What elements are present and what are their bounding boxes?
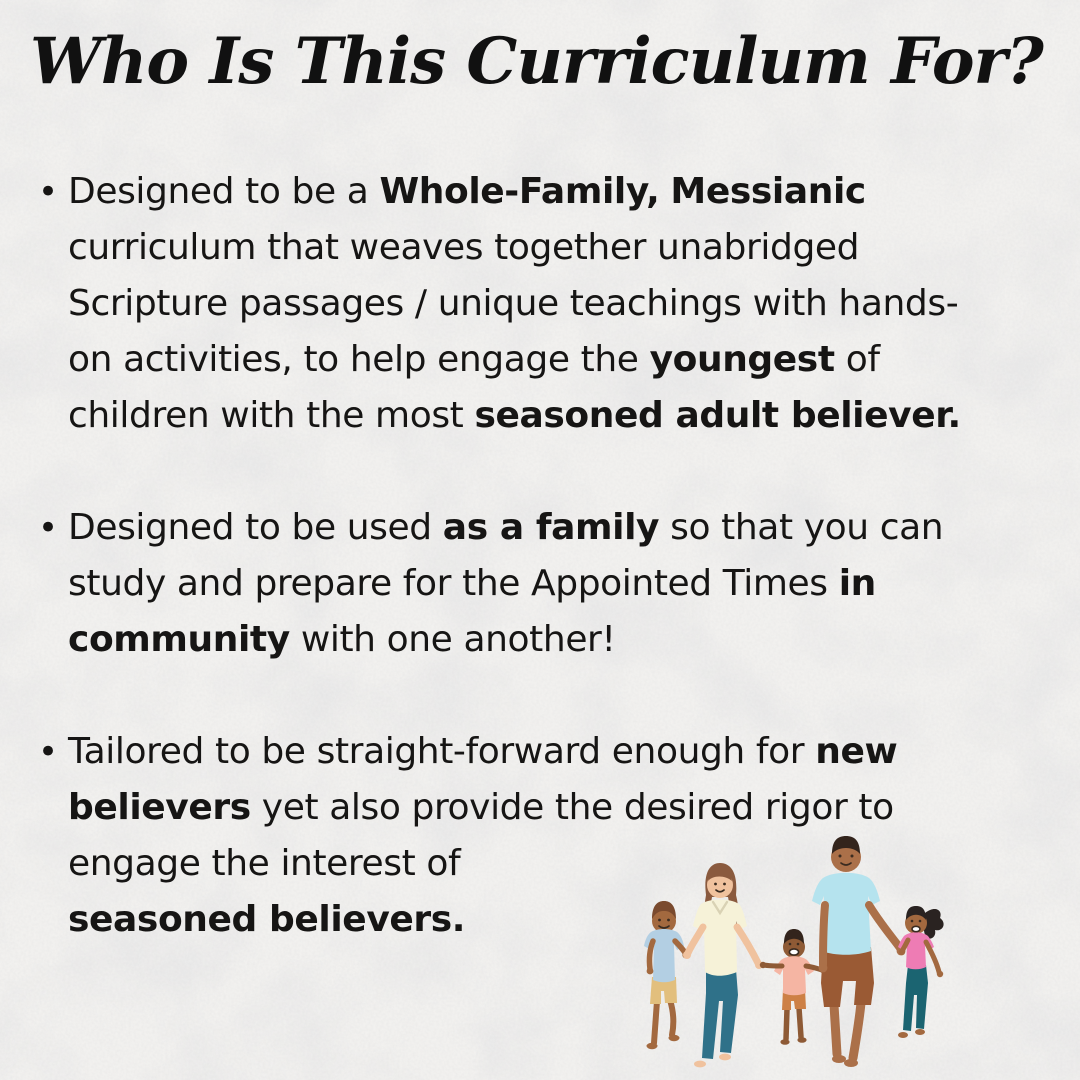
text-segment: community [68,619,290,660]
text-segment: in [838,563,876,604]
text-segment: Tailored to be straight-forward enough for [68,731,816,772]
bullet-text [68,724,961,948]
page-title: Who Is This Curriculum For? [30,24,1043,99]
bullet-list [38,164,961,1004]
text-segment: with one another! [289,619,616,660]
text-line [68,892,961,948]
text-line [68,836,961,892]
bullet-marker: • [38,732,59,772]
text-segment: Designed to be used [68,507,443,548]
text-line [68,724,961,780]
text-segment: so that you can [659,507,944,548]
text-segment: engage the interest of [68,843,461,884]
text-line [68,220,961,276]
bullet-item-as-a-family [38,500,961,668]
text-segment: curriculum that weaves together unabridged [68,227,860,268]
text-line [68,388,961,444]
text-segment: Scripture passages / unique teachings with hands- [68,283,959,324]
text-segment: seasoned believers. [68,899,466,940]
text-segment: Whole-Family, [379,171,660,212]
text-segment [659,171,670,212]
text-segment: of [834,339,880,380]
bullet-text [68,164,961,444]
dad-legs [834,1003,861,1058]
toddler-legs [786,1008,801,1039]
bullet-item-new-believers [38,724,961,948]
text-segment: youngest [649,339,835,380]
text-segment: on activities, to help engage the [68,339,650,380]
text-segment: new [815,731,898,772]
text-line [68,780,961,836]
text-line [68,332,961,388]
text-line [68,556,961,612]
text-segment: seasoned adult believer. [474,395,961,436]
bullet-marker: • [38,508,59,548]
text-line [68,276,961,332]
text-segment: yet also provide the desired rigor to [250,787,894,828]
text-segment: believers [68,787,251,828]
text-segment: study and prepare for the Appointed Times [68,563,839,604]
text-segment: as a family [442,507,660,548]
text-line [68,164,961,220]
text-segment: Messianic [670,171,866,212]
bullet-text [68,500,961,668]
girl-feet [898,1029,925,1038]
bullet-item-whole-family [38,164,961,444]
text-segment: Designed to be a [68,171,380,212]
text-line [68,612,961,668]
bullet-marker: • [38,172,59,212]
text-line [68,500,961,556]
text-segment: children with the most [68,395,475,436]
